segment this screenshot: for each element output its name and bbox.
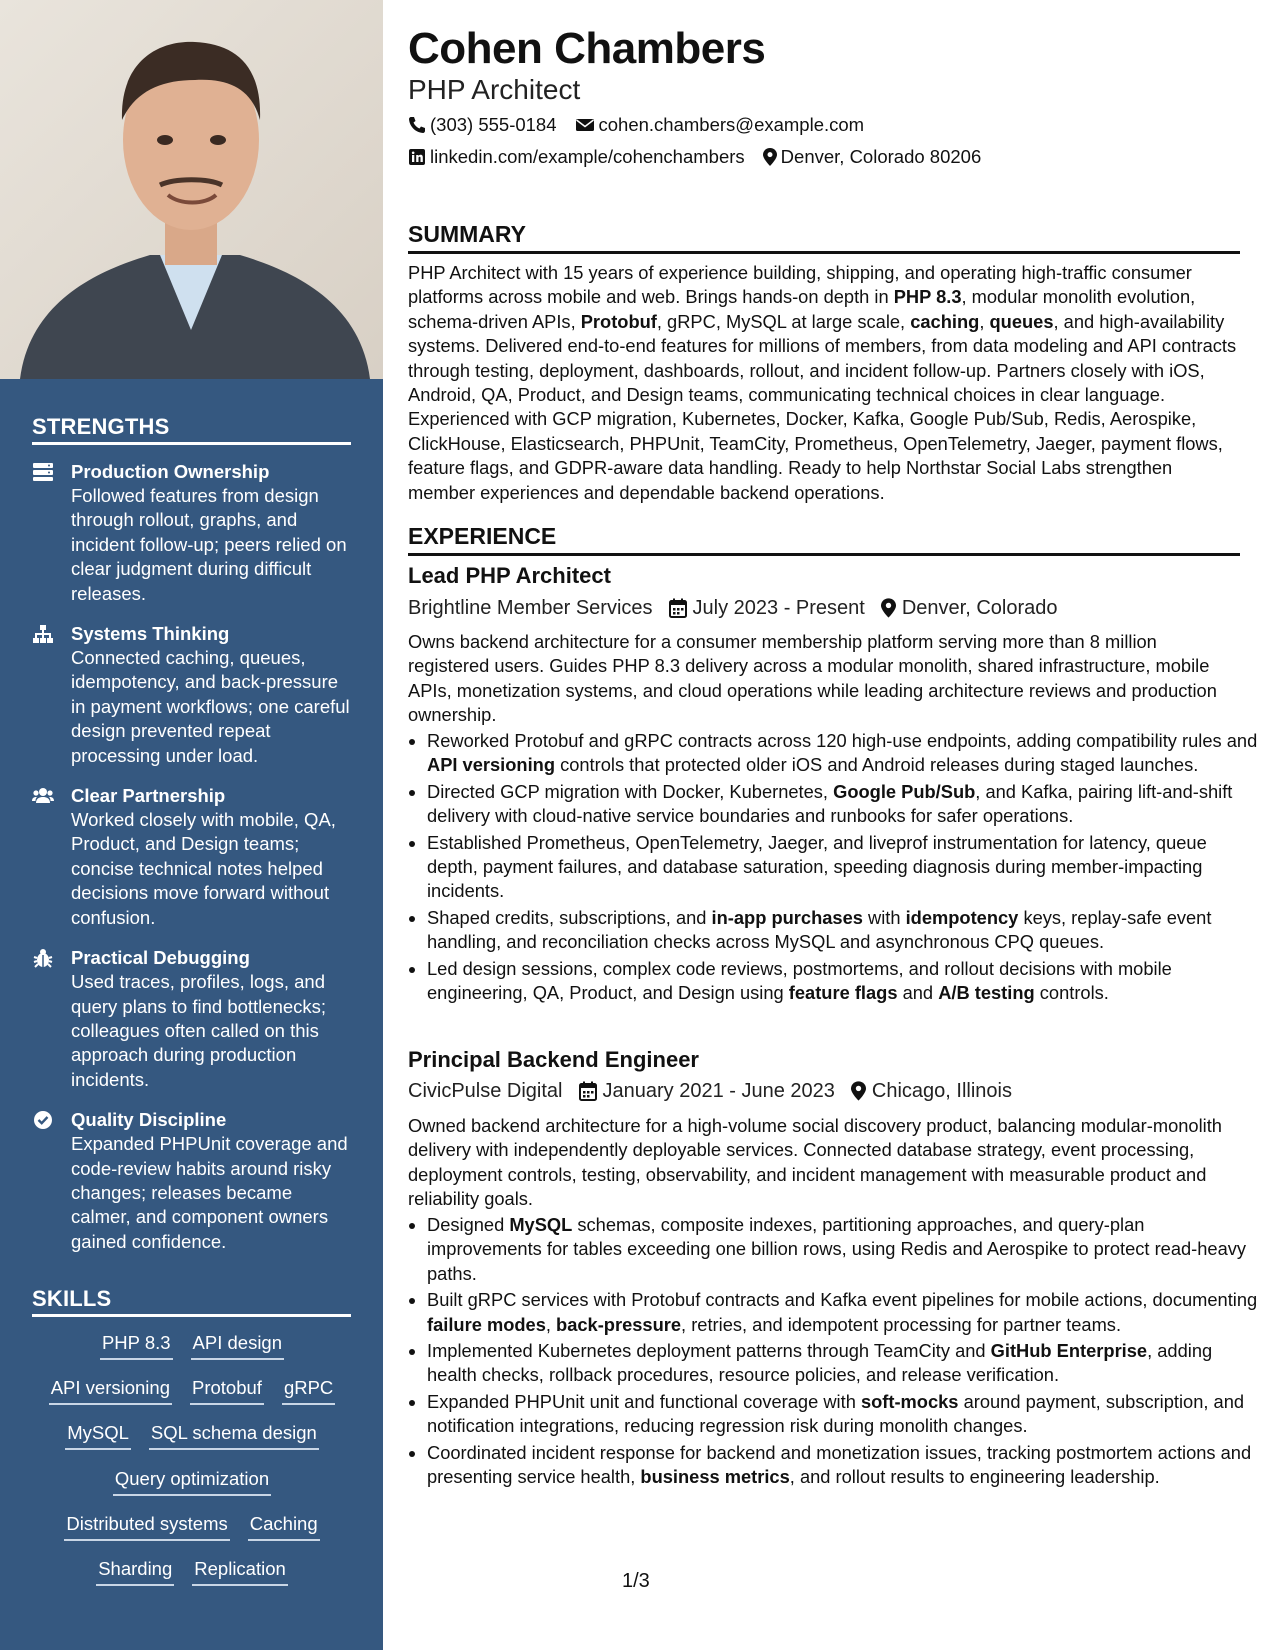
text-run: Reworked Protobuf and gRPC contracts across 120 high-use endpoints, adding compatibility rules and (427, 730, 1258, 751)
skill-tag: API versioning (49, 1377, 172, 1405)
job-summary: Owned backend architecture for a high-volume social discovery product, balancing modular-monolith delivery with independently deployable services. Connected database strategy, event processing, deployment controls, testing, observability, and incident management with measurable product and reliability goals. (408, 1115, 1222, 1210)
strengths-list (32, 460, 352, 1270)
skill-tag: Protobuf (190, 1377, 264, 1405)
envelope-icon (575, 117, 595, 133)
text-run: Led design sessions, complex code reviews, postmortems, and rollout decisions with mobile engineering, QA, Product, and Design using (427, 957, 1172, 1004)
job-bullet (427, 1339, 1259, 1388)
strength-item (32, 946, 352, 1092)
strength-item (32, 460, 352, 606)
text-run: , gRPC, MySQL at large scale, (656, 310, 911, 332)
bug-icon (32, 948, 54, 968)
strength-title: Systems Thinking (71, 623, 230, 645)
location-text: Chicago, Illinois (871, 1080, 1012, 1102)
text-run: controls that protected older iOS and Android releases during staged launches. (555, 754, 1199, 776)
text-run: , modular monolith evolution, schema-driven APIs, (408, 286, 1196, 332)
bold-text-run: GitHub Enterprise (990, 1340, 1148, 1362)
text-run: , adding health checks, rollback procedures, resource policies, and release verification. (427, 1340, 1213, 1386)
location-text: Denver, Colorado 80206 (780, 146, 982, 167)
bold-text-run: API versioning (427, 754, 555, 776)
location-contact (763, 145, 982, 169)
text-run: with (862, 906, 906, 928)
job-bullet (427, 1288, 1259, 1337)
strength-desc: Worked closely with mobile, QA, Product, and Design teams; concise technical notes helped decisions move forward without confusion. (71, 809, 336, 928)
text-run: schemas, composite indexes, partitioning approaches, and query-plan improvements for tables exceeding one billion rows, using Redis and Aerospike to protect read-heavy paths. (427, 1214, 1247, 1284)
users-icon (32, 786, 54, 806)
skill-tag: SQL schema design (149, 1422, 319, 1450)
job-bullets (408, 729, 1259, 1007)
skill-row (32, 1332, 352, 1377)
phone-contact[interactable] (408, 113, 557, 137)
strength-title: Production Ownership (71, 461, 270, 482)
job-bullet (427, 1390, 1259, 1439)
server-icon (32, 462, 54, 482)
sitemap-icon (32, 624, 54, 644)
strength-desc: Connected caching, queues, idempotency, and back-pressure in payment workflows; one careful design prevented repeat processing under load. (71, 647, 350, 766)
skill-tag: Sharding (96, 1558, 174, 1586)
text-run: Expanded PHPUnit unit and functional coverage with (427, 1390, 861, 1412)
bold-text-run: in-app purchases (711, 906, 863, 928)
linkedin-contact[interactable] (408, 145, 745, 169)
strengths-title: STRENGTHS (32, 414, 351, 445)
skill-tag: Replication (192, 1558, 288, 1586)
dates-text: January 2021 - June 2023 (602, 1080, 835, 1102)
linkedin-text: linkedin.com/example/cohenchambers (430, 146, 745, 167)
candidate-role: PHP Architect (408, 74, 581, 105)
location-text: Denver, Colorado (901, 597, 1058, 619)
email-contact[interactable] (575, 113, 865, 137)
skill-row (32, 1377, 352, 1422)
skill-tag: MySQL (65, 1422, 131, 1450)
skill-tag: API design (191, 1332, 284, 1360)
bold-text-run: soft-mocks (860, 1390, 959, 1412)
text-run: , retries, and idempotent processing for partner teams. (681, 1313, 1122, 1335)
job-bullet (427, 1441, 1259, 1490)
calendar-icon (579, 1081, 597, 1101)
skill-row (32, 1513, 352, 1558)
text-run: Established Prometheus, OpenTelemetry, Jaeger, and liveprof instrumentation for latency, queue depth, payment failures, and database saturation, speeding diagnosis during member-impacting incidents. (427, 831, 1207, 902)
sidebar (0, 0, 383, 1650)
bold-text-run: Google Pub/Sub (833, 780, 976, 802)
text-run: , and high-availability systems. Delivered end-to-end features for millions of members, from data modeling and API contracts through testing, deployment, dashboards, rollout, and incident follow-up. Partners closely with iOS, Android, QA, Product, and Design teams, communicating technical choices in clear language. Experienced with GCP migration, Kubernetes, Docker, Kafka, Google Pub/Sub, Redis, Aerospike, ClickHouse, Elasticsearch, PHPUnit, TeamCity, Prometheus, OpenTelemetry, Jaeger, payment flows, feature flags, and GDPR-aware data handling. Ready to help Northstar Social Labs strengthen member experiences and dependable backend operations. (408, 310, 1237, 503)
map-pin-icon (763, 148, 777, 166)
bold-text-run: business metrics (640, 1466, 790, 1488)
strength-title: Clear Partnership (71, 785, 226, 807)
bold-text-run: PHP 8.3 (893, 286, 962, 308)
bold-text-run: A/B testing (938, 982, 1035, 1004)
candidate-name: Cohen Chambers (408, 24, 766, 73)
linkedin-icon (408, 148, 426, 166)
text-run: , and rollout results to engineering leadership. (789, 1466, 1160, 1488)
map-pin-icon (881, 598, 896, 618)
bold-text-run: MySQL (509, 1214, 573, 1235)
dates-text: July 2023 - Present (692, 597, 865, 619)
skill-tag: gRPC (282, 1377, 335, 1405)
experience-title: EXPERIENCE (408, 522, 1240, 556)
strength-item (32, 1108, 352, 1254)
email-text: cohen.chambers@example.com (598, 114, 865, 135)
text-run: , and Kafka, pairing lift-and-shift delivery with cloud-native service boundaries and runbooks for safer operations. (427, 780, 1233, 827)
skill-tag: Distributed systems (64, 1513, 229, 1541)
strength-title: Practical Debugging (71, 947, 250, 969)
contact-line-1 (408, 113, 882, 137)
skill-tag: Caching (248, 1513, 320, 1541)
bold-text-run: back-pressure (556, 1313, 682, 1335)
text-run: PHP Architect with 15 years of experience building, shipping, and operating high-traffic consumer platforms across mobile and web. Brings hands-on depth in (408, 262, 1192, 308)
skills-list (32, 1332, 352, 1603)
text-run: and (897, 982, 939, 1004)
bold-text-run: feature flags (788, 982, 898, 1004)
check-circle-icon (32, 1110, 54, 1130)
strength-desc: Followed features from design through rollout, graphs, and incident follow-up; peers relied on clear judgment during difficult releases. (71, 485, 347, 604)
text-run: Implemented Kubernetes deployment patterns through TeamCity and (427, 1340, 991, 1362)
job-summary: Owns backend architecture for a consumer membership platform serving more than 8 million registered users. Guides PHP 8.3 delivery across a modular monolith, shared infrastructure, mobile APIs, monetization systems, and cloud operations while leading architecture reviews and production ownership. (408, 631, 1217, 726)
bold-text-run: Protobuf (580, 310, 657, 332)
text-run: Directed GCP migration with Docker, Kubernetes, (427, 780, 834, 802)
bold-text-run: failure modes (427, 1313, 546, 1335)
company-name: Brightline Member Services (408, 597, 653, 619)
job-bullet (427, 1213, 1259, 1286)
profile-photo (0, 0, 383, 379)
summary-text (408, 261, 1240, 505)
text-run: , (979, 310, 990, 332)
job-bullet (427, 780, 1259, 829)
strength-desc: Expanded PHPUnit coverage and code-review habits around risky changes; releases became calmer, and component owners gained confidence. (71, 1133, 348, 1252)
job-dates (669, 595, 865, 621)
text-run: around payment, subscription, and notification integrations, reducing regression risk during monolith changes. (427, 1390, 1245, 1437)
phone-icon (408, 116, 426, 134)
job-bullets (408, 1213, 1259, 1491)
job-bullet (427, 957, 1259, 1006)
strength-title: Quality Discipline (71, 1109, 227, 1131)
strength-item (32, 784, 352, 930)
strength-item (32, 622, 352, 768)
bold-text-run: idempotency (905, 906, 1019, 928)
job-title: Lead PHP Architect (408, 563, 611, 588)
summary-title: SUMMARY (408, 220, 1240, 254)
strength-desc: Used traces, profiles, logs, and query plans to find bottlenecks; colleagues often called on this approach during production incidents. (71, 971, 327, 1090)
text-run: keys, replay-safe event handling, and reconciliation checks across MySQL and asynchronous CPQ queues. (427, 906, 1212, 953)
job-location (881, 595, 1058, 621)
calendar-icon (669, 598, 687, 618)
skill-row (32, 1468, 352, 1513)
text-run: Coordinated incident response for backend and monetization issues, tracking postmortem actions and presenting service health, (427, 1441, 1252, 1488)
job-dates (579, 1078, 835, 1104)
page-number: 1/3 (622, 1570, 650, 1592)
job-bullet (427, 906, 1259, 955)
job-bullet (427, 831, 1259, 904)
text-run: Designed (427, 1214, 510, 1235)
bold-text-run: caching (910, 310, 980, 332)
job-meta (408, 1078, 1028, 1104)
skill-tag: Query optimization (113, 1468, 271, 1496)
company-name: CivicPulse Digital (408, 1080, 563, 1102)
text-run: controls. (1034, 982, 1109, 1004)
skill-row (32, 1422, 352, 1467)
job-meta (408, 595, 1074, 621)
phone-text: (303) 555-0184 (430, 114, 557, 135)
text-run: Built gRPC services with Protobuf contracts and Kafka event pipelines for mobile actions, documenting (427, 1289, 1258, 1311)
bold-text-run: queues (989, 310, 1054, 332)
text-run: , (545, 1313, 557, 1335)
skill-row (32, 1558, 352, 1603)
job-location (851, 1078, 1012, 1104)
contact-line-2 (408, 145, 999, 169)
job-title: Principal Backend Engineer (408, 1047, 699, 1072)
text-run: Shaped credits, subscriptions, and (427, 906, 712, 928)
skill-tag: PHP 8.3 (100, 1332, 173, 1360)
job-bullet (427, 729, 1259, 778)
skills-title: SKILLS (32, 1286, 351, 1317)
map-pin-icon (851, 1081, 866, 1101)
